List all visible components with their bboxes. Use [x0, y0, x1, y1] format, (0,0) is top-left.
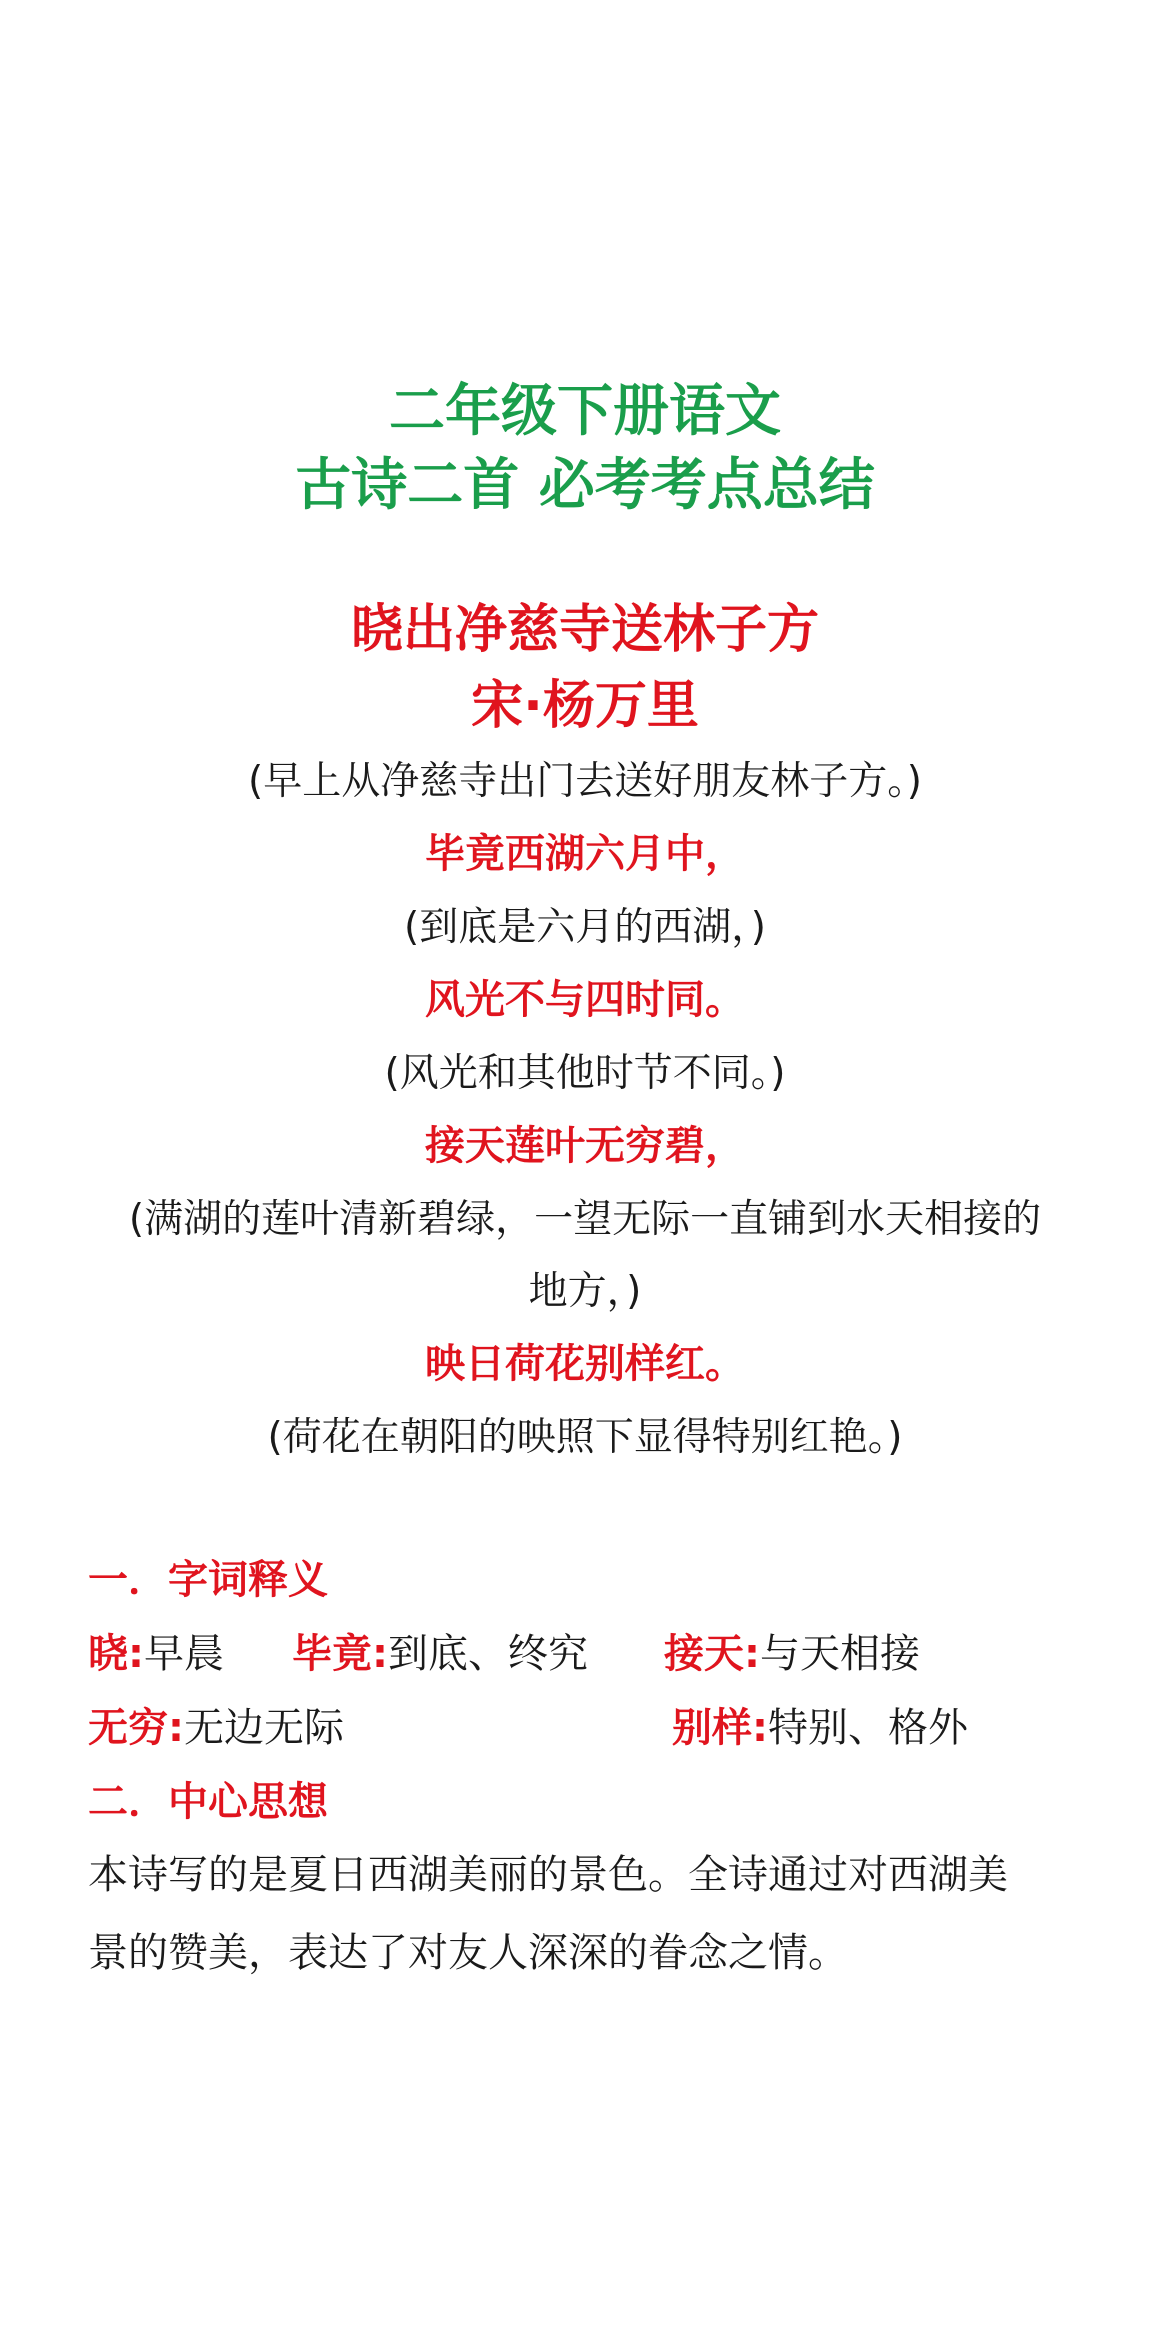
verse-3-translation-line2: 地方，): [528, 1269, 642, 1314]
theme-text-line2: 景的赞美，表达了对友人深深的眷念之情。: [88, 1930, 848, 1976]
vocab-meaning: 特别、格外: [768, 1705, 968, 1751]
vocab-meaning: 无边无际: [184, 1705, 344, 1751]
vocab-item-bijing: [292, 1626, 588, 1682]
poem-title: 晓出净慈寺送林子方: [350, 600, 819, 660]
verse-2-translation: (风光和其他时节不同。): [384, 1051, 786, 1096]
verse-1: 毕竟西湖六月中，: [425, 831, 745, 877]
vocab-item-jietian: [664, 1626, 920, 1682]
verse-4: 映日荷花别样红。: [425, 1341, 745, 1387]
verse-3-translation-line1: (满湖的莲叶清新碧绿，一望无际一直铺到水天相接的: [128, 1197, 1042, 1242]
theme-text-line1: 本诗写的是夏日西湖美丽的景色。全诗通过对西湖美: [88, 1852, 1008, 1898]
header-title-line2: 古诗二首 必考考点总结: [295, 453, 875, 518]
vocab-term: 无穷:: [88, 1705, 184, 1751]
verse-1-translation: (到底是六月的西湖，): [404, 905, 766, 950]
vocab-meaning: 与天相接: [760, 1631, 920, 1677]
vocab-term: 接天:: [664, 1631, 760, 1677]
vocab-item-xiao: [88, 1626, 224, 1682]
vocab-item-bieyang: [672, 1700, 968, 1756]
theme-heading: 二．中心思想: [88, 1779, 328, 1825]
vocab-heading: 一．字词释义: [88, 1557, 328, 1603]
vocab-term: 晓:: [88, 1631, 144, 1677]
vocab-meaning: 到底、终究: [388, 1631, 588, 1677]
theme-text: [88, 1836, 1088, 1992]
vocab-term: 别样:: [672, 1705, 768, 1751]
poem-author: 宋·杨万里: [471, 676, 699, 736]
header-title-line1: 二年级下册语文: [389, 379, 781, 444]
verse-4-translation: (荷花在朝阳的映照下显得特别红艳。): [267, 1415, 903, 1460]
verse-3: 接天莲叶无穷碧，: [425, 1123, 745, 1169]
vocab-item-wuqiong: [88, 1700, 344, 1756]
vocab-meaning: 早晨: [144, 1631, 224, 1677]
poem-title-translation: (早上从净慈寺出门去送好朋友林子方。): [248, 759, 922, 804]
verse-2: 风光不与四时同。: [425, 977, 745, 1023]
vocab-term: 毕竟:: [292, 1631, 388, 1677]
